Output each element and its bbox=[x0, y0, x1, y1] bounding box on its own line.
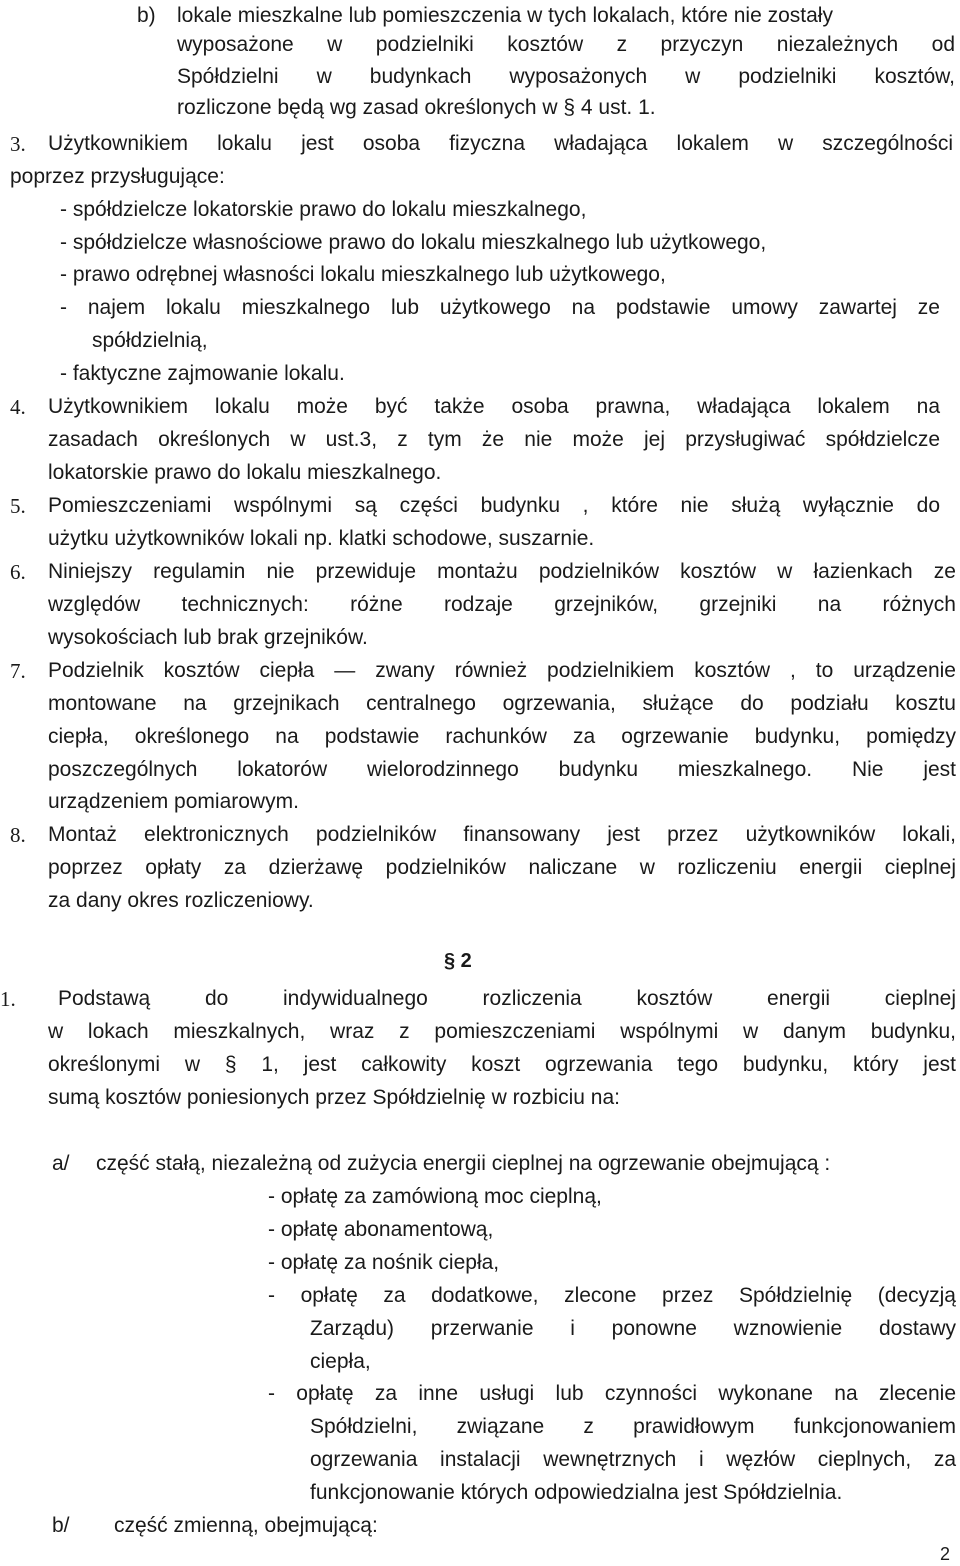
part-a-item-5-line-3: ogrzewania instalacji wewnętrznych i węzłów cieplnych, za bbox=[310, 1448, 956, 1471]
part-a-item-4-line-3: ciepła, bbox=[310, 1350, 371, 1373]
section-item-1-line-4: sumą kosztów poniesionych przez Spółdzielnię w rozbiciu na: bbox=[48, 1086, 620, 1109]
part-a-item-3: - opłatę za nośnik ciepła, bbox=[268, 1251, 500, 1274]
item-8-line-1: Montaż elektronicznych podzielników finansowany jest przez użytkowników lokali, bbox=[48, 823, 956, 846]
item-3-line-2: poprzez przysługujące: bbox=[10, 165, 225, 188]
part-a-item-1: - opłatę za zamówioną moc cieplną, bbox=[268, 1185, 602, 1208]
part-a-item-2: - opłatę abonamentową, bbox=[268, 1218, 494, 1241]
section-item-1-number: 1. bbox=[0, 987, 16, 1011]
item-3-line-8: - faktyczne zajmowanie lokalu. bbox=[60, 362, 345, 385]
item-3-line-7: spółdzielnią, bbox=[92, 329, 208, 352]
item-5-line-2: użytku użytkowników lokali np. klatki schodowe, suszarnie. bbox=[48, 527, 595, 550]
item-6-line-3: wysokościach lub brak grzejników. bbox=[48, 626, 368, 649]
item-7-line-2: montowane na grzejnikach centralnego ogrzewania, służące do podziału kosztu bbox=[48, 692, 956, 715]
page-number: 2 bbox=[940, 1544, 951, 1564]
section-item-1-line-1: Podstawą do indywidualnego rozliczenia kosztów energii cieplnej bbox=[58, 987, 956, 1010]
item-8-number: 8. bbox=[10, 823, 26, 847]
item-4-line-3: lokatorskie prawo do lokalu mieszkalnego. bbox=[48, 461, 442, 484]
item-3-line-1: Użytkownikiem lokalu jest osoba fizyczna władająca lokalem w szczególności bbox=[48, 132, 953, 155]
item-8-line-3: za dany okres rozliczeniowy. bbox=[48, 889, 314, 912]
item-7-line-5: urządzeniem pomiarowym. bbox=[48, 790, 299, 813]
item-6-line-2: względów technicznych: różne rodzaje grzejników, grzejniki na różnych bbox=[48, 593, 956, 616]
section-item-1-line-2: w lokach mieszkalnych, wraz z pomieszczeniami wspólnymi w danym budynku, bbox=[48, 1020, 956, 1043]
section-item-1-line-3: określonymi w § 1, jest całkowity koszt ogrzewania tego budynku, który jest bbox=[48, 1053, 956, 1076]
part-a-item-4-line-1: - opłatę za dodatkowe, zlecone przez Spółdzielnię (decyzją bbox=[268, 1284, 956, 1307]
item-5-line-1: Pomieszczeniami wspólnymi są części budynku , które nie służą wyłącznie do bbox=[48, 494, 940, 517]
item-b-line-1: lokale mieszkalne lub pomieszczenia w tych lokalach, które nie zostały bbox=[177, 4, 833, 27]
item-8-line-2: poprzez opłaty za dzierżawę podzielników naliczane w rozliczeniu energii cieplnej bbox=[48, 856, 956, 879]
item-7-line-3: ciepła, określonego na podstawie rachunków za ogrzewanie budynku, pomiędzy bbox=[48, 725, 956, 748]
part-a-text: część stałą, niezależną od zużycia energii cieplnej na ogrzewanie obejmującą : bbox=[96, 1152, 831, 1175]
item-5-number: 5. bbox=[10, 494, 26, 518]
part-a-item-5-line-2: Spółdzielni, związane z prawidłowym funkcjonowaniem bbox=[310, 1415, 956, 1438]
item-6-number: 6. bbox=[10, 560, 26, 584]
part-a-item-5-line-4: funkcjonowanie których odpowiedzialna jest Spółdzielnia. bbox=[310, 1481, 843, 1504]
item-7-number: 7. bbox=[10, 659, 26, 683]
section-heading: § 2 bbox=[444, 950, 472, 972]
item-b-line-3: Spółdzielni w budynkach wyposażonych w podzielniki kosztów, bbox=[177, 65, 955, 88]
item-3-line-6: - najem lokalu mieszkalnego lub użytkowego na podstawie umowy zawartej ze bbox=[60, 296, 940, 319]
item-3-line-4: - spółdzielcze własnościowe prawo do lokalu mieszkalnego lub użytkowego, bbox=[60, 231, 767, 254]
item-3-line-3: - spółdzielcze lokatorskie prawo do lokalu mieszkalnego, bbox=[60, 198, 587, 221]
item-4-line-2: zasadach określonych w ust.3, z tym że nie może jej przysługiwać spółdzielcze bbox=[48, 428, 940, 451]
item-3-line-5: - prawo odrębnej własności lokalu mieszkalnego lub użytkowego, bbox=[60, 263, 666, 286]
part-b-text: część zmienną, obejmującą: bbox=[114, 1514, 378, 1537]
item-b-marker: b) bbox=[137, 4, 156, 27]
item-b-line-2: wyposażone w podzielniki kosztów z przyczyn niezależnych od bbox=[177, 33, 955, 56]
part-b-marker: b/ bbox=[52, 1514, 70, 1537]
part-a-item-4-line-2: Zarządu) przerwanie i ponowne wznowienie dostawy bbox=[310, 1317, 956, 1340]
item-7-line-4: poszczególnych lokatorów wielorodzinnego budynku mieszkalnego. Nie jest bbox=[48, 758, 956, 781]
item-6-line-1: Niniejszy regulamin nie przewiduje montażu podzielników kosztów w łazienkach ze bbox=[48, 560, 956, 583]
item-4-number: 4. bbox=[10, 395, 26, 419]
part-a-item-5-line-1: - opłatę za inne usługi lub czynności wykonane na zlecenie bbox=[268, 1382, 956, 1405]
item-b-line-4: rozliczone będą wg zasad określonych w § 4 ust. 1. bbox=[177, 96, 656, 119]
item-4-line-1: Użytkownikiem lokalu może być także osoba prawna, władająca lokalem na bbox=[48, 395, 940, 418]
item-3-number: 3. bbox=[10, 132, 26, 156]
item-7-line-1: Podzielnik kosztów ciepła — zwany również podzielnikiem kosztów , to urządzenie bbox=[48, 659, 956, 682]
part-a-marker: a/ bbox=[52, 1152, 70, 1175]
